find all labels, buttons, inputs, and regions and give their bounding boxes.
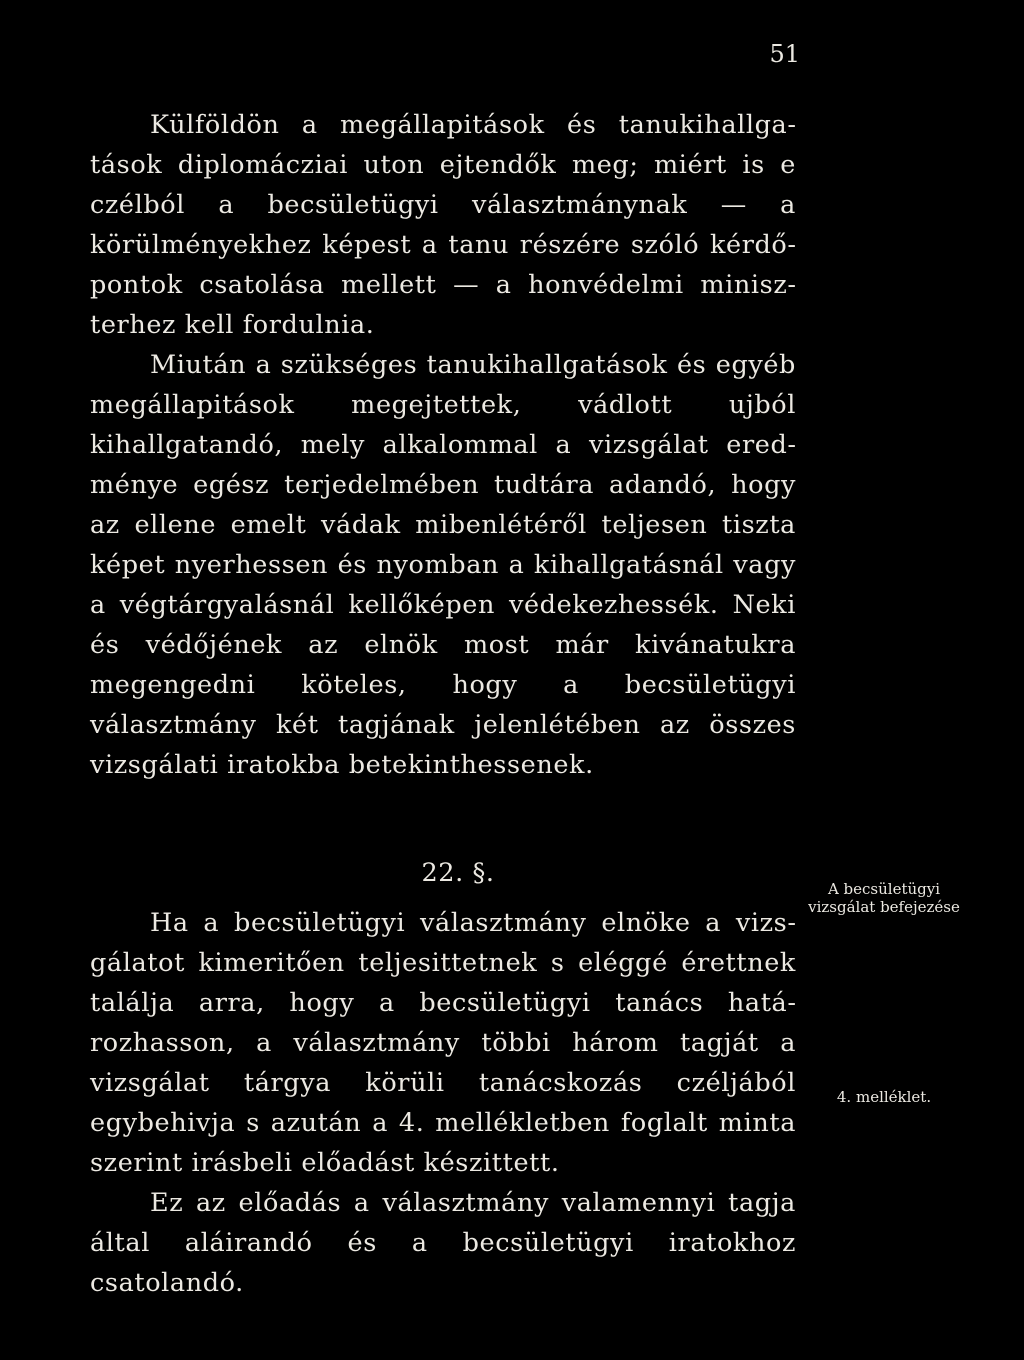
- paragraph-defendant-hearing: Miután a szükséges tanukihallgatások és egyéb megállapitások megejtettek, vádlott ujból kihallgatandó, mely alkalommal a vizsgálat eredménye egész terjedelmében tudtára adandó, hogy az ellene emelt vádak mibenlétéről teljesen tiszta képet nyerhessen és nyomban a kihallgatásnál vagy a végtárgyalásnál kellőképen védekezhessék. Neki és védőjének az elnök most már kivánatukra megengedni köteles, hogy a becsületügyi választmány két tagjának jelenlétében az összes vizsgálati iratokba betekinthessenek.: [90, 350, 796, 780]
- paragraph-report-signing: Ez az előadás a választmány valamennyi tagja által aláirandó és a becsületügyi iratokhoz csatolandó.: [90, 1188, 796, 1298]
- paragraph-investigation-close: Ha a becsületügyi választmány elnöke a vizsgálatot kimeritően teljesittetnek s eléggé érettnek találja arra, hogy a becsületügyi tanács határozhasson, a választmány többi három tagját a vizsgálat tárgya körüli tanácskozás czéljából egybehivja s azután a 4. mellékletben foglalt minta szerint irásbeli előadást készittett.: [90, 908, 796, 1178]
- page-number: 51: [769, 40, 800, 68]
- paragraph-foreign-inquiries: Külföldön a megállapitások és tanukihallgatások diplomácziai uton ejtendők meg; miért is e czélból a becsületügyi választmánynak — a körülményekhez képest a tanu részére szóló kérdőpontok csatolása mellett — a honvédelmi miniszterhez kell fordulnia.: [90, 110, 796, 340]
- margin-note-appendix: 4. melléklet.: [836, 1088, 932, 1106]
- body-text: [90, 105, 796, 1303]
- margin-note-investigation-close: A becsületügyi vizsgálat befejezése: [808, 880, 960, 916]
- section-heading: 22. §.: [421, 858, 495, 888]
